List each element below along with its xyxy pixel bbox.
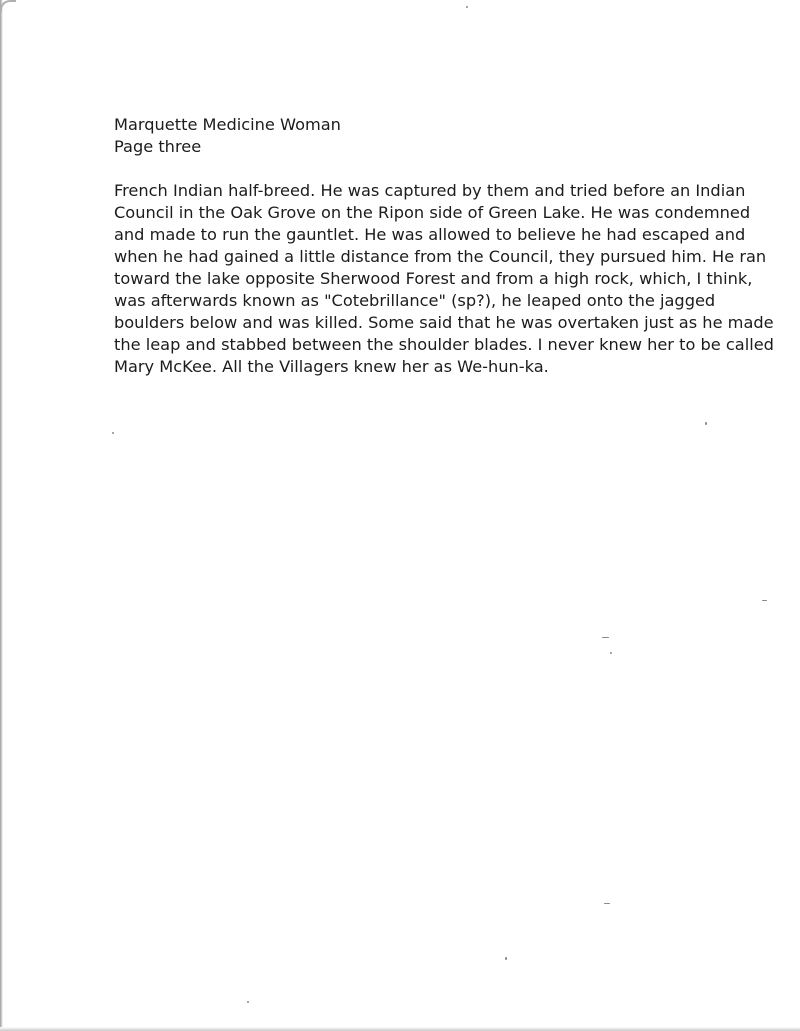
- document-title: Marquette Medicine Woman: [114, 115, 341, 134]
- text-line: was afterwards known as "Cotebrillance" (sp?), he leaped onto the jagged: [114, 291, 716, 310]
- text-line: the leap and stabbed between the shoulder blades. I never knew her to be called: [114, 335, 774, 354]
- body-paragraph: [114, 180, 774, 378]
- scan-speck: [705, 422, 707, 425]
- text-line: toward the lake opposite Sherwood Forest and from a high rock, which, I think,: [114, 269, 753, 288]
- scan-speck: [610, 652, 612, 654]
- text-line: Mary McKee. All the Villagers knew her as We-hun-ka.: [114, 357, 549, 376]
- scan-speck: [505, 957, 507, 960]
- scan-speck: [247, 1001, 249, 1003]
- scan-speck: [466, 6, 468, 8]
- scan-corner-mark: [0, 0, 16, 12]
- scan-speck: [602, 637, 609, 638]
- scan-speck: [762, 600, 767, 601]
- text-line: boulders below and was killed. Some said that he was overtaken just as he made: [114, 313, 774, 332]
- scan-left-edge: [0, 0, 3, 1031]
- text-line: French Indian half-breed. He was captured by them and tried before an Indian: [114, 181, 746, 200]
- text-line: when he had gained a little distance from the Council, they pursued him. He ran: [114, 247, 767, 266]
- scan-bottom-edge: [0, 1027, 800, 1031]
- document-header: [114, 114, 341, 158]
- scan-speck: [112, 432, 114, 434]
- scan-speck: [604, 903, 610, 904]
- page-label: Page three: [114, 137, 202, 156]
- text-line: and made to run the gauntlet. He was allowed to believe he had escaped and: [114, 225, 746, 244]
- text-line: Council in the Oak Grove on the Ripon side of Green Lake. He was condemned: [114, 203, 751, 222]
